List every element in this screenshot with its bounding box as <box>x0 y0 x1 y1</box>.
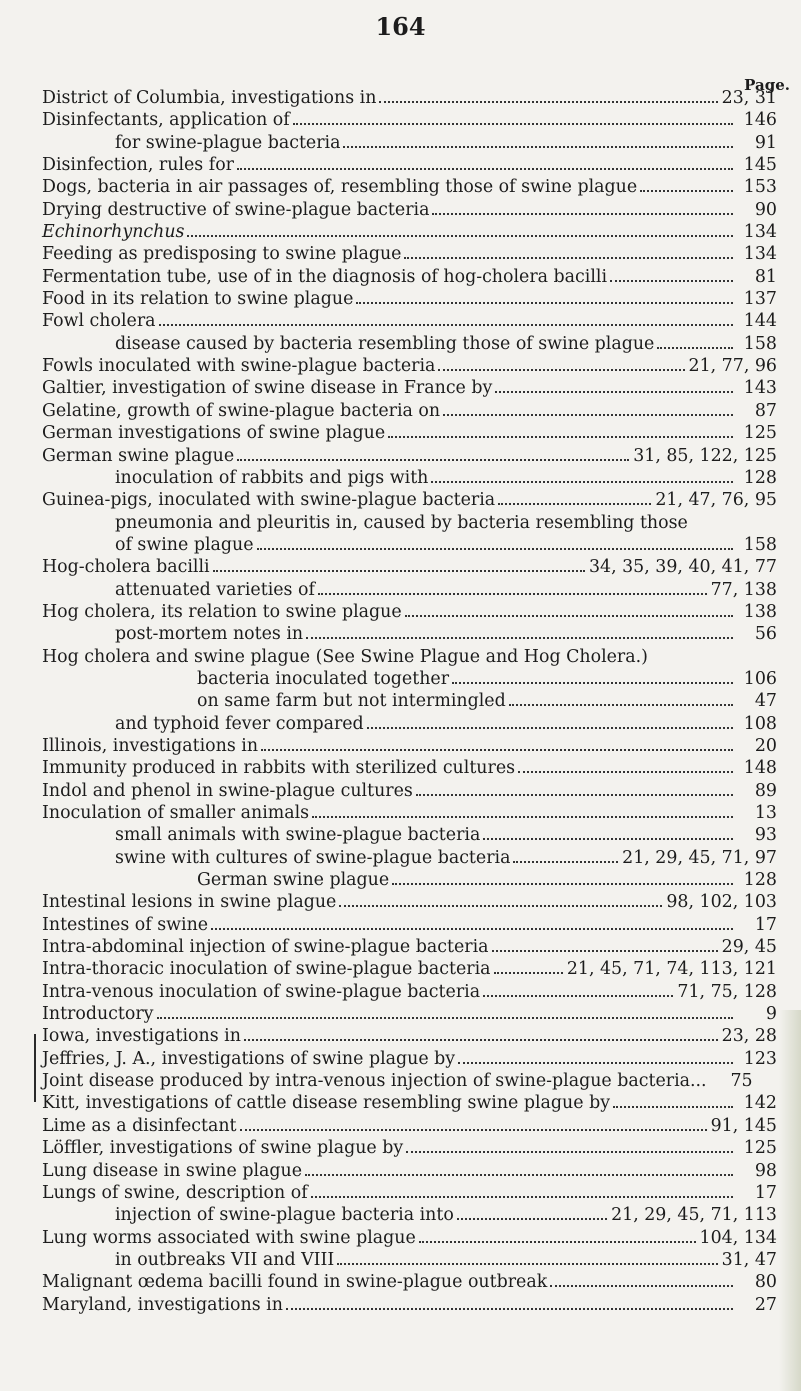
index-entry <box>42 87 777 109</box>
index-pages: 21, 47, 76, 95 <box>655 490 777 511</box>
index-list <box>42 87 777 1316</box>
index-pages: 106 <box>743 668 777 689</box>
index-entry <box>42 891 777 913</box>
dot-leader <box>419 1227 696 1243</box>
index-entry <box>42 489 777 511</box>
index-term: Lung worms associated with swine plague <box>42 1227 416 1248</box>
index-entry <box>42 243 777 265</box>
index-pages: 17 <box>754 1182 777 1203</box>
index-entry <box>42 735 777 757</box>
dot-leader <box>211 914 733 930</box>
dot-leader <box>379 87 717 103</box>
index-pages: 143 <box>743 378 777 399</box>
index-term: Iowa, investigations in <box>42 1026 241 1047</box>
index-term: Maryland, investigations in <box>42 1294 283 1315</box>
dot-leader <box>438 355 684 371</box>
index-pages: 89 <box>754 780 777 801</box>
index-term: Introductory <box>42 1004 154 1025</box>
index-entry <box>42 958 777 980</box>
index-entry <box>42 1025 777 1047</box>
index-pages: 21, 45, 71, 74, 113, 121 <box>566 959 777 980</box>
dot-leader <box>337 1249 717 1265</box>
page-column-label: Page. <box>744 76 790 94</box>
dot-leader <box>457 1204 607 1220</box>
dot-leader <box>443 400 733 416</box>
index-term: injection of swine-plague bacteria into <box>115 1205 454 1226</box>
dot-leader <box>157 1003 733 1019</box>
index-term: Intestines of swine <box>42 914 209 935</box>
index-pages: 134 <box>743 244 777 265</box>
index-entry <box>42 824 777 846</box>
index-term: attenuated varieties of <box>115 579 315 600</box>
index-pages: 104, 134 <box>699 1227 777 1248</box>
index-pages: 23, 28 <box>721 1026 777 1047</box>
dot-leader <box>432 199 733 215</box>
index-entry <box>42 1294 777 1316</box>
index-entry <box>42 668 777 690</box>
dot-leader <box>244 1025 718 1041</box>
index-pages: 56 <box>754 624 777 645</box>
index-entry <box>42 981 777 1003</box>
index-term: Malignant œdema bacilli found in swine-plague outbreak <box>42 1272 548 1293</box>
index-term: Gelatine, growth of swine-plague bacteria on <box>42 400 441 421</box>
dot-leader <box>339 891 662 907</box>
index-entry <box>42 869 777 891</box>
index-term: Kitt, investigations of cattle disease resembling swine plague by <box>42 1093 611 1114</box>
index-entry <box>42 467 777 489</box>
index-pages: 87 <box>754 400 777 421</box>
index-term: Food in its relation to swine plague <box>42 289 354 310</box>
dot-leader <box>492 936 718 952</box>
dot-leader <box>187 221 733 237</box>
dot-leader <box>286 1294 733 1310</box>
index-term: German swine plague <box>197 870 390 891</box>
dot-leader <box>483 981 673 997</box>
index-term: disease caused by bacteria resembling those of swine plague <box>115 333 655 354</box>
index-entry <box>42 802 777 824</box>
index-entry <box>42 780 777 802</box>
index-term: inoculation of rabbits and pigs with <box>115 467 429 488</box>
page-edge-stain <box>779 1010 801 1391</box>
index-term: pneumonia and pleuritis in, caused by bacteria resembling those <box>115 512 688 533</box>
dot-leader <box>483 824 733 840</box>
dot-leader <box>237 445 629 461</box>
dot-leader <box>613 1092 733 1108</box>
index-term: for swine-plague bacteria <box>115 132 341 153</box>
index-entry <box>42 1271 777 1293</box>
index-entry <box>42 154 777 176</box>
dot-leader <box>367 713 733 729</box>
index-pages: 47 <box>754 691 777 712</box>
index-entry <box>42 221 777 243</box>
index-entry <box>42 176 777 198</box>
index-entry <box>42 333 777 355</box>
index-entry <box>42 556 777 578</box>
index-term: Drying destructive of swine-plague bacteria <box>42 199 430 220</box>
index-entry <box>42 1249 777 1271</box>
index-pages: 125 <box>743 423 777 444</box>
index-pages: 31, 85, 122, 125 <box>633 445 777 466</box>
dot-leader <box>311 1182 733 1198</box>
index-term: Fowls inoculated with swine-plague bacteria <box>42 356 436 377</box>
index-pages: 13 <box>754 803 777 823</box>
dot-leader <box>261 735 733 751</box>
dot-leader <box>452 668 733 684</box>
index-entry <box>42 355 777 377</box>
index-term: Lung disease in swine plague <box>42 1160 303 1181</box>
index-entry <box>42 579 777 601</box>
dot-leader <box>159 310 733 326</box>
dot-leader <box>306 623 733 639</box>
index-term: small animals with swine-plague bacteria <box>115 825 481 846</box>
index-term: Immunity produced in rabbits with sterilized cultures <box>42 758 516 779</box>
index-term: Intra-venous inoculation of swine-plague bacteria <box>42 981 481 1002</box>
index-term: Hog cholera, its relation to swine plague <box>42 601 402 622</box>
index-entry <box>42 690 777 712</box>
index-entry <box>42 757 777 779</box>
index-pages: 27 <box>754 1294 777 1315</box>
dot-leader <box>416 780 733 796</box>
index-pages: 125 <box>743 1138 777 1159</box>
index-pages: 81 <box>754 266 777 287</box>
index-pages: 128 <box>743 467 777 488</box>
index-term: Echinorhynchus <box>42 222 185 243</box>
dot-leader <box>495 377 733 393</box>
index-entry <box>42 400 777 422</box>
index-term: Illinois, investigations in <box>42 735 259 756</box>
index-pages: 9 <box>765 1004 777 1025</box>
index-term: Lungs of swine, description of <box>42 1182 308 1203</box>
dot-leader <box>509 690 733 706</box>
index-pages: 17 <box>754 914 777 935</box>
index-pages: 148 <box>743 758 777 779</box>
index-entry <box>42 623 777 645</box>
index-term: German swine plague <box>42 445 235 466</box>
index-term: Hog-cholera bacilli <box>42 557 210 578</box>
dot-leader <box>343 132 733 148</box>
index-term: on same farm but not intermingled <box>197 691 506 712</box>
index-term: Dogs, bacteria in air passages of, resembling those of swine plague <box>42 177 638 198</box>
dot-leader <box>318 579 707 595</box>
margin-rule <box>34 1034 36 1102</box>
index-term: Intra-abdominal injection of swine-plague bacteria <box>42 937 489 958</box>
index-term: Disinfection, rules for <box>42 155 234 176</box>
dot-leader <box>498 489 651 505</box>
index-term: and typhoid fever compared <box>115 713 364 734</box>
index-entry <box>42 1204 777 1226</box>
index-entry <box>42 310 777 332</box>
index-pages: 108 <box>743 713 777 734</box>
index-entry <box>42 601 777 623</box>
index-pages: 75 <box>730 1071 753 1092</box>
dot-leader <box>431 467 733 483</box>
index-pages: 90 <box>754 199 777 220</box>
index-entry <box>42 1137 777 1159</box>
index-pages: 134 <box>743 222 777 243</box>
dot-leader <box>213 556 585 572</box>
index-pages: 20 <box>754 735 777 756</box>
index-entry <box>42 199 777 221</box>
index-term: in outbreaks VII and VIII <box>115 1249 335 1270</box>
dot-leader <box>405 601 733 617</box>
index-term: Guinea-pigs, inoculated with swine-plague bacteria <box>42 490 496 511</box>
page-number: 164 <box>375 12 426 41</box>
index-entry <box>42 1003 777 1025</box>
index-entry <box>42 288 777 310</box>
index-term: Galtier, investigation of swine disease in France by <box>42 378 493 399</box>
index-term: swine with cultures of swine-plague bacteria <box>115 847 511 868</box>
index-pages: 142 <box>743 1093 777 1114</box>
dot-leader <box>240 1115 707 1131</box>
dot-leader <box>257 534 733 550</box>
index-entry <box>42 1048 777 1070</box>
index-pages: 144 <box>743 311 777 332</box>
index-pages: 98, 102, 103 <box>666 892 777 913</box>
index-entry <box>42 914 777 936</box>
index-pages: 145 <box>743 155 777 176</box>
index-term: Lime as a disinfectant <box>42 1115 237 1136</box>
index-pages: 21, 29, 45, 71, 97 <box>622 847 777 868</box>
dot-leader <box>518 757 733 773</box>
index-pages: 91, 145 <box>710 1115 777 1136</box>
dot-leader <box>610 266 733 282</box>
dot-leader <box>640 176 733 192</box>
index-entry <box>42 713 777 735</box>
index-entry <box>42 1227 777 1249</box>
index-pages: 23, 31 <box>721 88 777 108</box>
index-pages: 21, 77, 96 <box>688 356 777 377</box>
index-pages: 34, 35, 39, 40, 41, 77 <box>588 557 777 578</box>
dot-leader <box>237 154 733 170</box>
dot-leader <box>494 958 563 974</box>
dot-leader <box>513 847 618 863</box>
dot-leader <box>550 1271 733 1287</box>
index-pages: 21, 29, 45, 71, 113 <box>611 1205 777 1226</box>
dot-leader <box>404 243 733 259</box>
index-term: Joint disease produced by intra-venous injection of swine-plague bacteria... <box>42 1071 707 1092</box>
index-term: Hog cholera and swine plague (See Swine Plague and Hog Cholera.) <box>42 646 648 667</box>
dot-leader <box>458 1048 733 1064</box>
index-term: post-mortem notes in <box>115 624 304 645</box>
index-term: Inoculation of smaller animals <box>42 803 310 823</box>
index-term: German investigations of swine plague <box>42 423 386 444</box>
index-pages: 77, 138 <box>710 579 777 600</box>
index-pages: 91 <box>754 132 777 153</box>
dot-leader <box>305 1160 733 1176</box>
index-entry <box>42 377 777 399</box>
index-pages: 123 <box>743 1048 777 1069</box>
index-entry <box>42 422 777 444</box>
index-term: Fermentation tube, use of in the diagnosis of hog-cholera bacilli <box>42 266 608 287</box>
index-pages: 29, 45 <box>721 937 777 958</box>
index-term: Jeffries, J. A., investigations of swine plague by <box>42 1048 456 1069</box>
index-term: Intra-thoracic inoculation of swine-plague bacteria <box>42 959 491 980</box>
index-entry <box>42 1160 777 1182</box>
index-pages: 137 <box>743 289 777 310</box>
index-pages: 80 <box>754 1272 777 1293</box>
dot-leader <box>312 802 733 818</box>
index-term: of swine plague <box>115 534 254 555</box>
index-term: District of Columbia, investigations in <box>42 88 377 108</box>
dot-leader <box>356 288 733 304</box>
index-term: Disinfectants, application of <box>42 110 290 131</box>
index-entry <box>42 1070 777 1092</box>
index-term: Fowl cholera <box>42 311 156 332</box>
index-entry <box>42 109 777 131</box>
dot-leader <box>293 109 733 125</box>
index-pages: 71, 75, 128 <box>677 981 777 1002</box>
index-term: Indol and phenol in swine-plague cultures <box>42 780 413 801</box>
index-pages: 158 <box>743 333 777 354</box>
index-entry <box>42 646 777 668</box>
index-term: Intestinal lesions in swine plague <box>42 892 337 913</box>
index-pages: 98 <box>754 1160 777 1181</box>
index-entry <box>42 1092 777 1114</box>
index-entry <box>42 445 777 467</box>
index-entry <box>42 936 777 958</box>
index-term: Löffler, investigations of swine plague by <box>42 1138 404 1159</box>
index-term: Feeding as predisposing to swine plague <box>42 244 402 265</box>
dot-leader <box>392 869 733 885</box>
index-entry <box>42 847 777 869</box>
dot-leader <box>388 422 733 438</box>
index-pages: 93 <box>754 825 777 846</box>
index-entry <box>42 266 777 288</box>
index-pages: 158 <box>743 534 777 555</box>
index-pages: 128 <box>743 870 777 891</box>
index-pages: 31, 47 <box>721 1249 777 1270</box>
index-entry <box>42 1115 777 1137</box>
index-pages: 138 <box>743 601 777 622</box>
index-entry <box>42 512 777 534</box>
index-entry <box>42 1182 777 1204</box>
dot-leader <box>657 333 733 349</box>
dot-leader <box>406 1137 733 1153</box>
index-pages: 153 <box>743 177 777 198</box>
index-entry <box>42 132 777 154</box>
index-pages: 146 <box>743 110 777 131</box>
index-entry <box>42 534 777 556</box>
index-term: bacteria inoculated together <box>197 668 450 689</box>
